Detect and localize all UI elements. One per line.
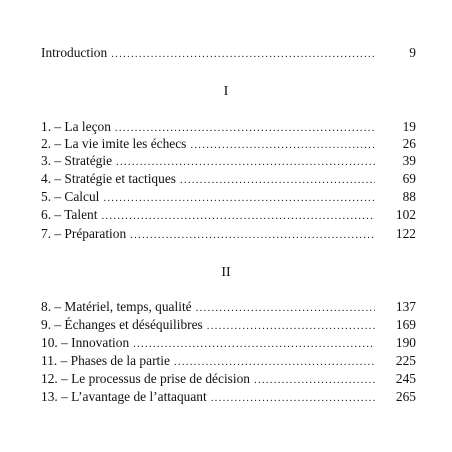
toc-entry-page: 245 xyxy=(395,371,416,386)
toc-entry-10[interactable] xyxy=(41,334,416,352)
toc-entry-title: 10. – Innovation xyxy=(41,335,130,350)
toc-entry-page: 39 xyxy=(402,153,416,168)
toc-entry-title: 9. – Échanges et déséquilibres xyxy=(41,317,203,332)
toc-entry-page: 137 xyxy=(395,299,416,314)
toc-entry-page: 9 xyxy=(409,45,416,60)
toc-entry-5[interactable] xyxy=(41,188,416,206)
toc-entry-8[interactable] xyxy=(41,298,416,316)
toc-dot-leader xyxy=(116,153,375,171)
toc-entry-2[interactable] xyxy=(41,135,416,153)
toc-dot-leader xyxy=(133,335,375,353)
toc-entry-9[interactable] xyxy=(41,316,416,334)
toc-entry-4[interactable] xyxy=(41,170,416,188)
toc-entry-page: 190 xyxy=(395,335,416,350)
toc-entry-page: 69 xyxy=(402,171,416,186)
toc-entry-title: 12. – Le processus de prise de décision xyxy=(41,371,250,386)
toc-entry-page: 19 xyxy=(402,119,416,134)
toc-entry-1[interactable] xyxy=(41,118,416,136)
toc-entry-title: 6. – Talent xyxy=(41,207,98,222)
toc-entry-title: 2. – La vie imite les échecs xyxy=(41,136,187,151)
toc-dot-leader xyxy=(180,171,375,189)
toc-entry-introduction[interactable] xyxy=(41,44,416,62)
toc-entry-6[interactable] xyxy=(41,206,416,224)
toc-entry-page: 169 xyxy=(395,317,416,332)
toc-dot-leader xyxy=(207,317,375,335)
toc-dot-leader xyxy=(111,45,375,63)
toc-entry-13[interactable] xyxy=(41,388,416,406)
part-heading-1: I xyxy=(223,84,229,99)
toc-entry-title: 5. – Calcul xyxy=(41,189,100,204)
toc-entry-7[interactable] xyxy=(41,225,416,243)
toc-entry-title: 4. – Stratégie et tactiques xyxy=(41,171,176,186)
toc-dot-leader xyxy=(211,389,375,407)
toc-entry-12[interactable] xyxy=(41,370,416,388)
toc-entry-3[interactable] xyxy=(41,152,416,170)
toc-dot-leader xyxy=(254,371,375,389)
toc-dot-leader xyxy=(196,299,375,317)
part-heading-2: II xyxy=(221,265,231,280)
toc-entry-title: Introduction xyxy=(41,45,108,60)
toc-dot-leader xyxy=(103,189,375,207)
toc-entry-page: 88 xyxy=(402,189,416,204)
toc-dot-leader xyxy=(130,226,375,244)
toc-entry-page: 265 xyxy=(395,389,416,404)
toc-entry-page: 26 xyxy=(402,136,416,151)
toc-dot-leader xyxy=(101,207,375,225)
toc-dot-leader xyxy=(174,353,375,371)
toc-entry-title: 3. – Stratégie xyxy=(41,153,113,168)
toc-entry-page: 225 xyxy=(395,353,416,368)
toc-entry-page: 122 xyxy=(395,226,416,241)
toc-entry-title: 7. – Préparation xyxy=(41,226,127,241)
toc-entry-page: 102 xyxy=(395,207,416,222)
toc-entry-title: 11. – Phases de la partie xyxy=(41,353,170,368)
toc-entry-11[interactable] xyxy=(41,352,416,370)
toc-entry-title: 1. – La leçon xyxy=(41,119,111,134)
toc-entry-title: 8. – Matériel, temps, qualité xyxy=(41,299,192,314)
toc-entry-title: 13. – L’avantage de l’attaquant xyxy=(41,389,207,404)
